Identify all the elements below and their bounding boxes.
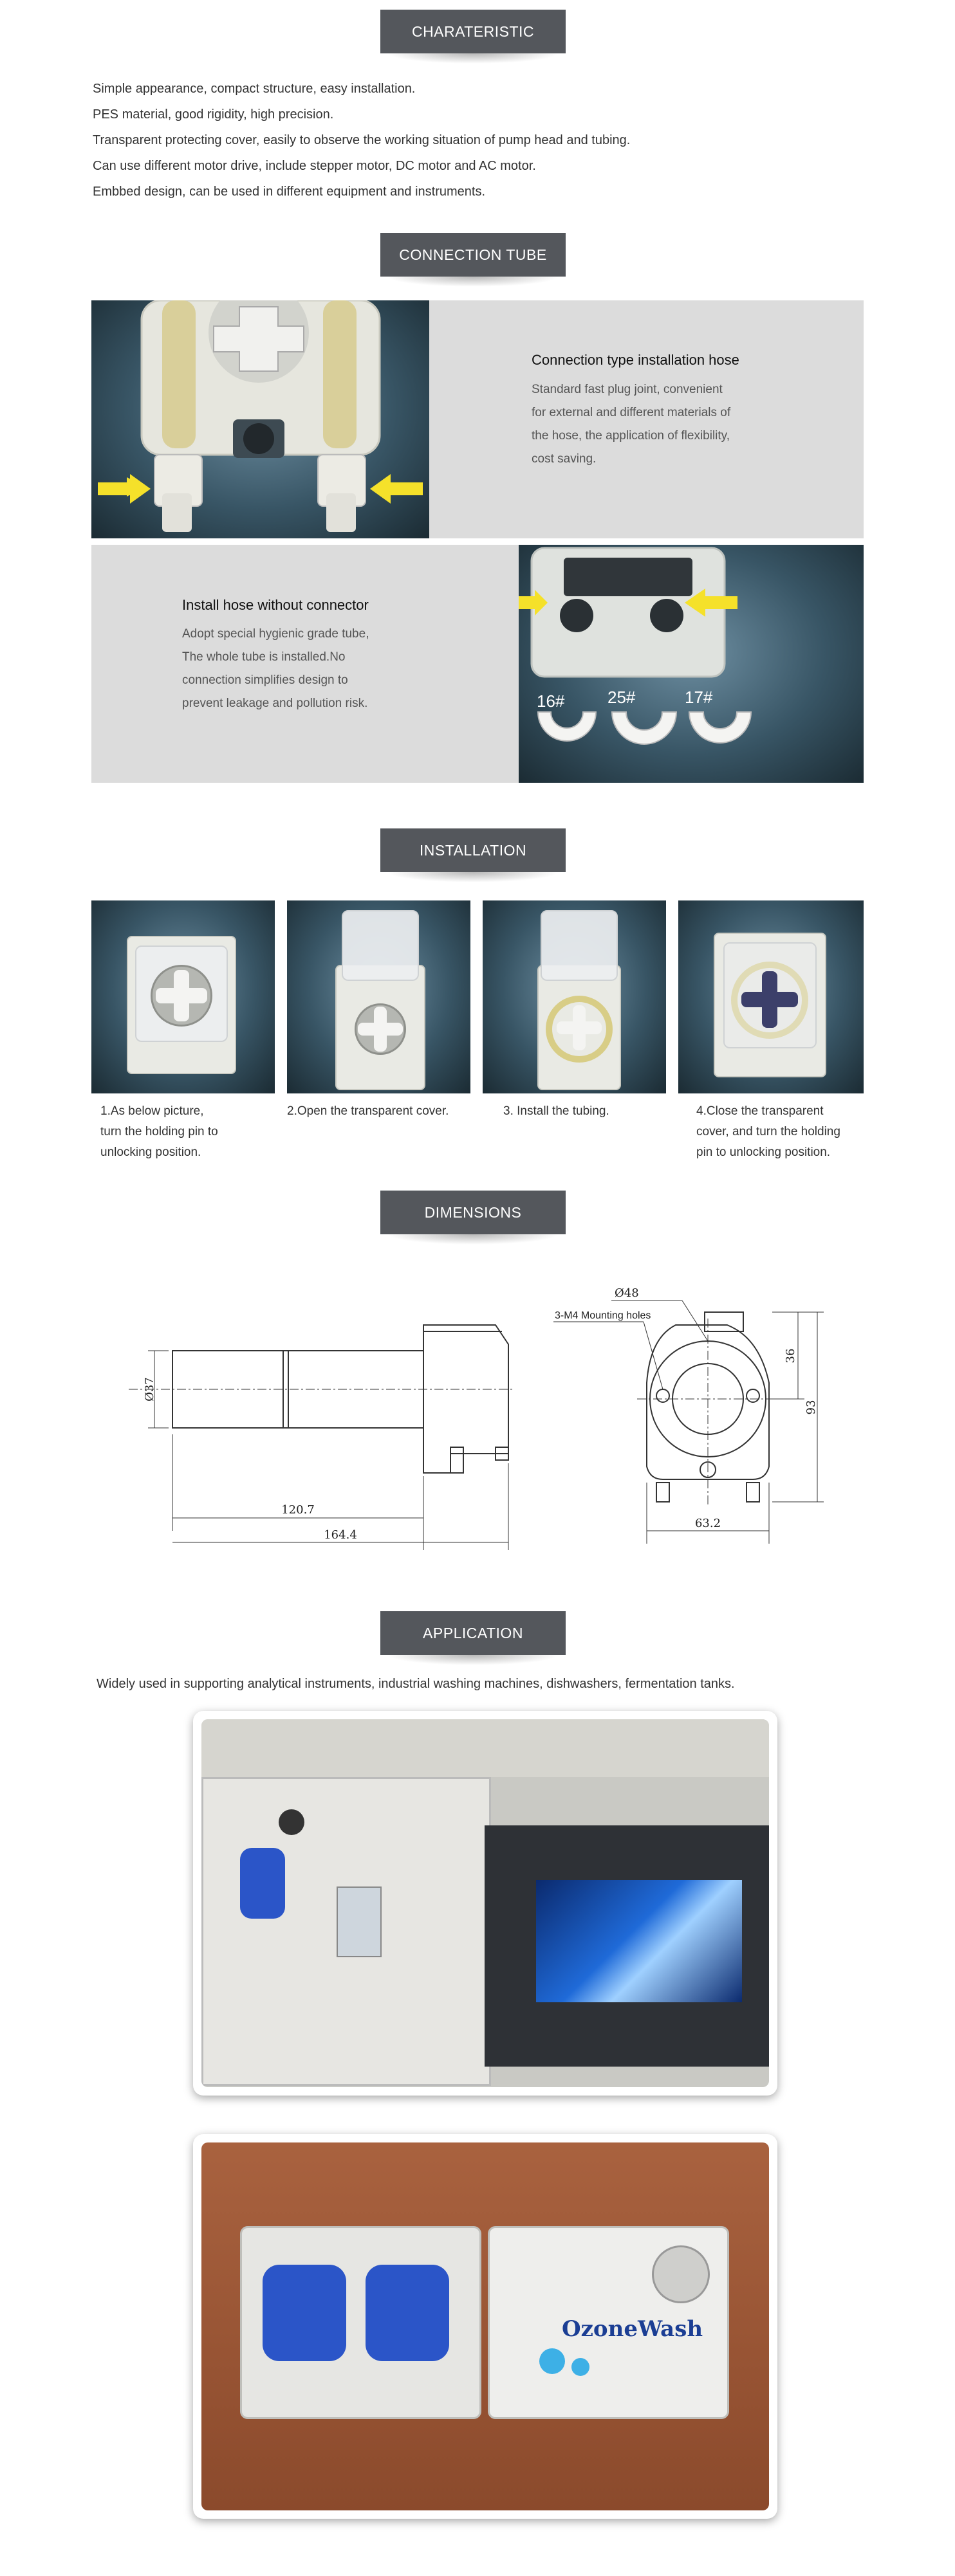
ozonewash-photo	[201, 2142, 769, 2510]
install-step-4-text	[696, 1101, 840, 1163]
step-line: 1.As below picture,	[100, 1104, 204, 1118]
connector-hose-photo	[91, 300, 429, 538]
no-connector-title: Install hose without connector	[182, 597, 369, 613]
fan-grille	[652, 2245, 710, 2303]
tube-size-label: 17#	[685, 688, 713, 707]
section-title-installation: INSTALLATION	[380, 828, 566, 872]
step-line: 2.Open the transparent cover.	[287, 1104, 449, 1118]
feature-item: Can use different motor drive, include stepper motor, DC motor and AC motor.	[93, 159, 536, 173]
application-photo-2-frame	[193, 2134, 777, 2519]
install-step-3-text	[503, 1101, 609, 1122]
dim-height-36: 36	[784, 1348, 797, 1364]
step-line: turn the holding pin to	[100, 1125, 218, 1138]
dim-mounting-holes: 3-M4 Mounting holes	[555, 1310, 651, 1321]
wall-background	[201, 1719, 769, 1777]
opened-cover	[541, 910, 618, 981]
install-step-2-photo	[287, 900, 470, 1093]
no-connector-description	[182, 623, 369, 715]
connection-type-title: Connection type installation hose	[532, 352, 739, 368]
description-line: prevent leakage and pollution risk.	[182, 697, 368, 710]
dim-diameter-37: Ø37	[143, 1377, 156, 1402]
install-step-1-photo	[91, 900, 275, 1093]
gauge	[279, 1809, 304, 1835]
application-text: Widely used in supporting analytical instruments, industrial washing machines, dishwashers, fermentation tanks.	[97, 1677, 735, 1691]
description-line: Standard fast plug joint, convenient	[532, 383, 723, 396]
description-line: the hose, the application of flexibility,	[532, 429, 730, 443]
touch-screen	[536, 1880, 742, 2002]
logo-bubble	[571, 2358, 589, 2376]
dimension-drawing	[0, 1261, 955, 1569]
description-line: cost saving.	[532, 452, 597, 466]
description-line: connection simplifies design to	[182, 673, 348, 687]
blue-pump-head	[263, 2265, 346, 2361]
rotor-arm	[156, 988, 207, 1003]
feature-item: Transparent protecting cover, easily to observe the working situation of pump head and tubing.	[93, 133, 631, 147]
feature-item: Embbed design, can be used in different equipment and instruments.	[93, 185, 486, 199]
step-line: 3. Install the tubing.	[503, 1104, 609, 1118]
pump-head-connector-illustration	[91, 300, 429, 538]
install-step-2-text	[287, 1101, 449, 1122]
connection-type-description	[532, 378, 730, 471]
dim-width-63: 63.2	[694, 1517, 721, 1530]
logo-bubble	[539, 2348, 565, 2374]
dim-diameter-48: Ø48	[615, 1286, 639, 1300]
rotor-arm	[741, 992, 798, 1007]
description-line: for external and different materials of	[532, 406, 731, 419]
step-line: unlocking position.	[100, 1146, 201, 1159]
step-line: 4.Close the transparent	[696, 1104, 824, 1118]
tube-size-label: 16#	[537, 691, 565, 711]
description-line: The whole tube is installed.No	[182, 650, 346, 664]
step-line: pin to unlocking position.	[696, 1146, 831, 1159]
section-title-characteristic: CHARATERISTIC	[380, 10, 566, 53]
reaction-vessel	[337, 1886, 382, 1957]
rotor-arm	[557, 1021, 602, 1034]
section-title-connection-tube: CONNECTION TUBE	[380, 233, 566, 277]
feature-item: PES material, good rigidity, high precision.	[93, 107, 334, 122]
blue-pump	[240, 1848, 285, 1919]
tube-sizes-photo	[519, 545, 864, 783]
analyzer-photo	[201, 1719, 769, 2087]
section-title-dimensions: DIMENSIONS	[380, 1191, 566, 1234]
section-title-application: APPLICATION	[380, 1611, 566, 1655]
dim-length-164: 164.4	[324, 1528, 357, 1542]
tube-size-label: 25#	[607, 688, 636, 707]
step-line: cover, and turn the holding	[696, 1125, 840, 1138]
dim-length-120: 120.7	[281, 1503, 315, 1517]
application-photo-1-frame	[193, 1711, 777, 2096]
feature-list	[93, 76, 630, 205]
pump-base-illustration	[519, 545, 864, 783]
description-line: Adopt special hygienic grade tube,	[182, 627, 369, 641]
install-step-1-text	[100, 1101, 218, 1163]
ozonewash-logo: OzoneWash	[562, 2316, 703, 2342]
blue-pump-head	[366, 2265, 449, 2361]
opened-cover	[342, 910, 419, 981]
feature-item: Simple appearance, compact structure, easy installation.	[93, 82, 416, 96]
rotor-arm	[358, 1023, 403, 1036]
dim-height-93: 93	[804, 1400, 818, 1415]
install-step-3-photo	[483, 900, 666, 1093]
install-step-4-photo	[678, 900, 864, 1093]
